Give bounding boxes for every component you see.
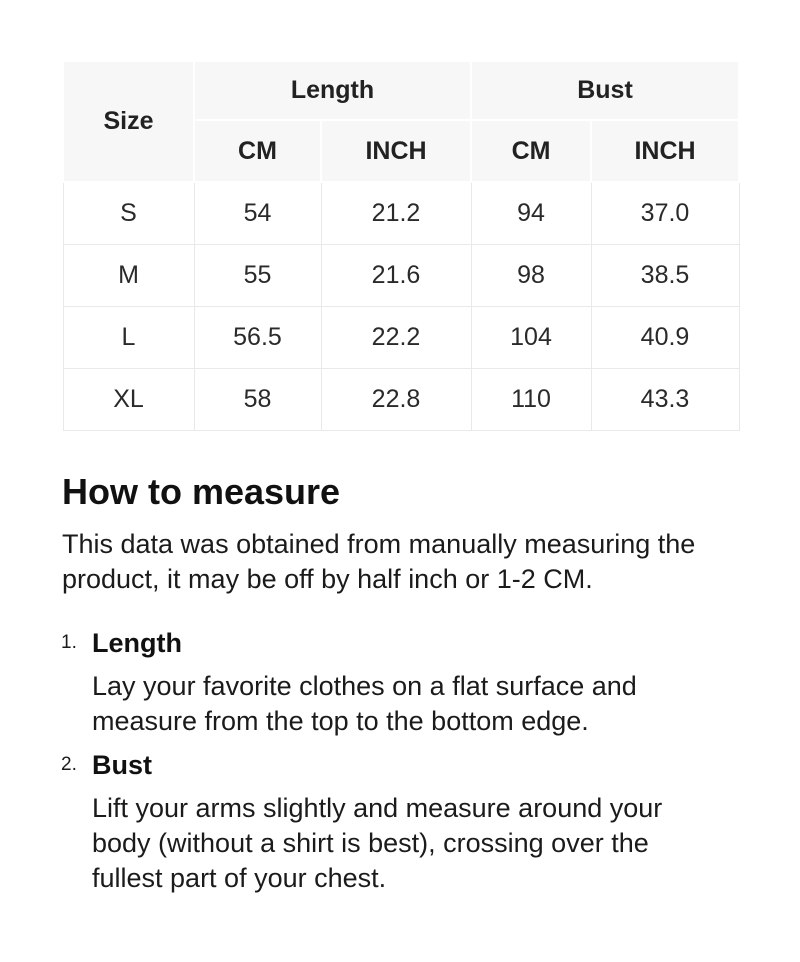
- header-bust-group: Bust: [471, 61, 739, 120]
- cell-length-cm: 55: [194, 245, 321, 307]
- cell-bust-cm: 104: [471, 307, 591, 369]
- cell-length-cm: 56.5: [194, 307, 321, 369]
- list-item-length: [61, 625, 738, 739]
- table-row-m: [63, 245, 739, 307]
- list-item-bust: [61, 747, 738, 896]
- header-bust-inch: INCH: [591, 120, 739, 182]
- header-length-cm: CM: [194, 120, 321, 182]
- size-chart-header: [63, 61, 739, 182]
- table-row-s: [63, 182, 739, 245]
- size-chart-body: [63, 182, 739, 431]
- cell-bust-inch: 40.9: [591, 307, 739, 369]
- list-description-bust: Lift your arms slightly and measure around your body (without a shirt is best), crossing over the fullest part of your chest.: [92, 793, 663, 893]
- measure-instructions-list: [62, 625, 738, 896]
- header-length-group: Length: [194, 61, 471, 120]
- cell-length-cm: 58: [194, 369, 321, 431]
- how-to-measure-title: How to measure: [62, 471, 341, 512]
- cell-bust-cm: 98: [471, 245, 591, 307]
- how-to-measure-section: [62, 471, 738, 896]
- list-term-bust: Bust: [92, 750, 152, 780]
- cell-length-inch: 22.2: [321, 307, 471, 369]
- cell-bust-inch: 37.0: [591, 182, 739, 245]
- table-row-l: [63, 307, 739, 369]
- cell-size: M: [63, 245, 194, 307]
- header-length-inch: INCH: [321, 120, 471, 182]
- list-term-length: Length: [92, 628, 182, 658]
- list-description-length: Lay your favorite clothes on a flat surface and measure from the top to the bottom edge.: [92, 671, 637, 736]
- cell-length-inch: 21.2: [321, 182, 471, 245]
- list-number: 1.: [61, 632, 77, 653]
- cell-bust-inch: 43.3: [591, 369, 739, 431]
- list-number: 2.: [61, 754, 77, 775]
- header-size: Size: [63, 61, 194, 182]
- table-row-xl: [63, 369, 739, 431]
- size-chart-table: [62, 60, 740, 431]
- cell-bust-cm: 94: [471, 182, 591, 245]
- cell-bust-cm: 110: [471, 369, 591, 431]
- cell-size: S: [63, 182, 194, 245]
- cell-length-inch: 22.8: [321, 369, 471, 431]
- header-bust-cm: CM: [471, 120, 591, 182]
- cell-bust-inch: 38.5: [591, 245, 739, 307]
- measure-disclaimer-text: This data was obtained from manually measuring the product, it may be off by half inch or 1-2 CM.: [62, 529, 696, 594]
- cell-length-inch: 21.6: [321, 245, 471, 307]
- cell-size: XL: [63, 369, 194, 431]
- cell-length-cm: 54: [194, 182, 321, 245]
- cell-size: L: [63, 307, 194, 369]
